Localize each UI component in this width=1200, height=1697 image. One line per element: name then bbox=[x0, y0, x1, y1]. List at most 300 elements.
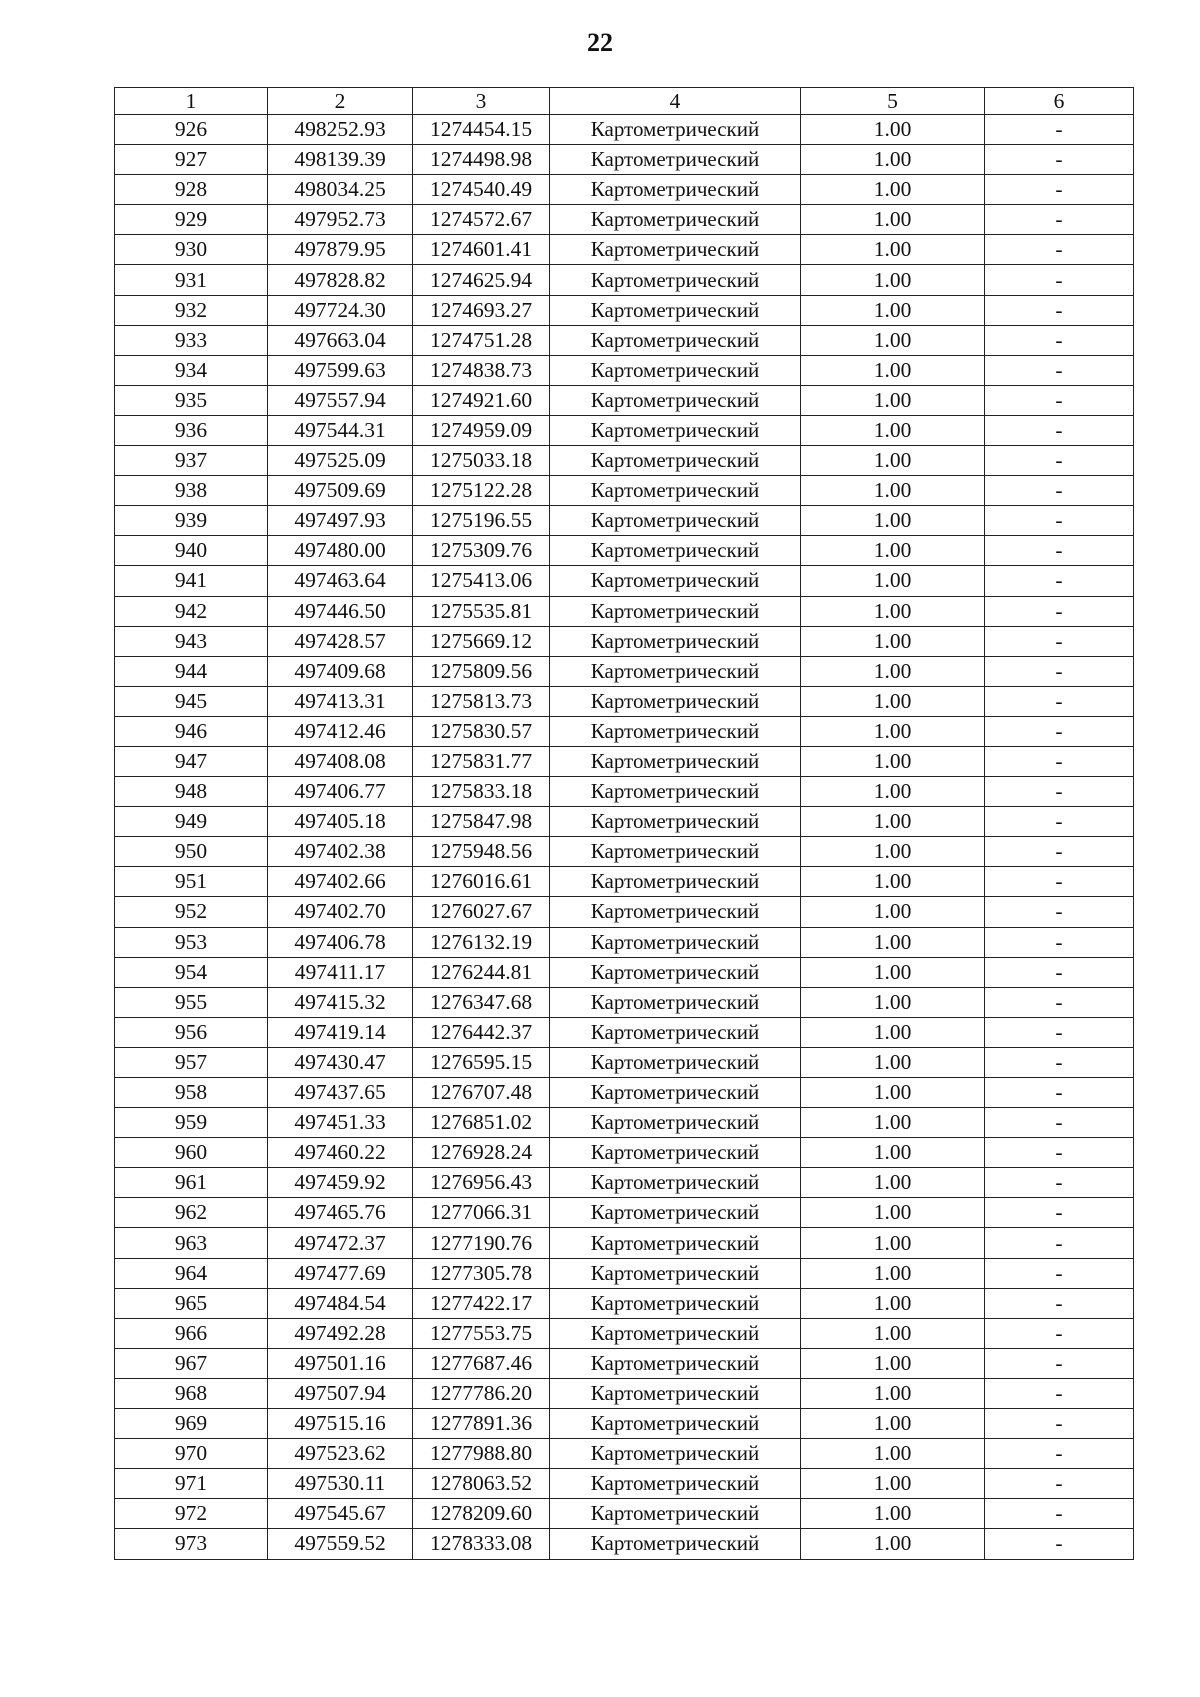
cell-method: Картометрический bbox=[550, 145, 801, 175]
cell-point-number: 934 bbox=[115, 355, 268, 385]
cell-point-number: 943 bbox=[115, 626, 268, 656]
cell-accuracy: 1.00 bbox=[801, 205, 985, 235]
cell-x-coordinate: 497459.92 bbox=[268, 1168, 413, 1198]
cell-point-number: 970 bbox=[115, 1439, 268, 1469]
cell-accuracy: 1.00 bbox=[801, 777, 985, 807]
table-row bbox=[115, 1017, 1134, 1047]
cell-note: - bbox=[985, 957, 1134, 987]
cell-method: Картометрический bbox=[550, 506, 801, 536]
cell-note: - bbox=[985, 446, 1134, 476]
cell-note: - bbox=[985, 626, 1134, 656]
cell-note: - bbox=[985, 897, 1134, 927]
cell-x-coordinate: 497509.69 bbox=[268, 476, 413, 506]
cell-y-coordinate: 1278209.60 bbox=[413, 1499, 550, 1529]
cell-accuracy: 1.00 bbox=[801, 1017, 985, 1047]
cell-point-number: 941 bbox=[115, 566, 268, 596]
cell-x-coordinate: 497599.63 bbox=[268, 355, 413, 385]
cell-point-number: 963 bbox=[115, 1228, 268, 1258]
cell-x-coordinate: 497828.82 bbox=[268, 265, 413, 295]
cell-method: Картометрический bbox=[550, 1318, 801, 1348]
cell-y-coordinate: 1274838.73 bbox=[413, 355, 550, 385]
cell-method: Картометрический bbox=[550, 807, 801, 837]
cell-method: Картометрический bbox=[550, 897, 801, 927]
cell-method: Картометрический bbox=[550, 596, 801, 626]
cell-note: - bbox=[985, 1168, 1134, 1198]
cell-point-number: 959 bbox=[115, 1108, 268, 1138]
cell-y-coordinate: 1276442.37 bbox=[413, 1017, 550, 1047]
cell-method: Картометрический bbox=[550, 325, 801, 355]
column-header-3: 3 bbox=[413, 88, 550, 115]
cell-note: - bbox=[985, 506, 1134, 536]
cell-method: Картометрический bbox=[550, 1047, 801, 1077]
table-row bbox=[115, 626, 1134, 656]
cell-y-coordinate: 1276016.61 bbox=[413, 867, 550, 897]
cell-accuracy: 1.00 bbox=[801, 1108, 985, 1138]
cell-method: Картометрический bbox=[550, 867, 801, 897]
cell-point-number: 960 bbox=[115, 1138, 268, 1168]
cell-point-number: 968 bbox=[115, 1378, 268, 1408]
table-row bbox=[115, 115, 1134, 145]
cell-method: Картометрический bbox=[550, 1258, 801, 1288]
cell-x-coordinate: 497559.52 bbox=[268, 1529, 413, 1559]
cell-x-coordinate: 497952.73 bbox=[268, 205, 413, 235]
cell-x-coordinate: 497409.68 bbox=[268, 656, 413, 686]
cell-method: Картометрический bbox=[550, 1409, 801, 1439]
cell-note: - bbox=[985, 987, 1134, 1017]
cell-point-number: 926 bbox=[115, 115, 268, 145]
cell-x-coordinate: 497405.18 bbox=[268, 807, 413, 837]
cell-accuracy: 1.00 bbox=[801, 235, 985, 265]
cell-accuracy: 1.00 bbox=[801, 1288, 985, 1318]
cell-y-coordinate: 1274921.60 bbox=[413, 385, 550, 415]
table-row bbox=[115, 536, 1134, 566]
cell-x-coordinate: 497406.77 bbox=[268, 777, 413, 807]
cell-note: - bbox=[985, 115, 1134, 145]
cell-x-coordinate: 498034.25 bbox=[268, 175, 413, 205]
cell-method: Картометрический bbox=[550, 686, 801, 716]
cell-point-number: 945 bbox=[115, 686, 268, 716]
column-header-2: 2 bbox=[268, 88, 413, 115]
cell-point-number: 957 bbox=[115, 1047, 268, 1077]
cell-method: Картометрический bbox=[550, 446, 801, 476]
cell-accuracy: 1.00 bbox=[801, 1378, 985, 1408]
cell-accuracy: 1.00 bbox=[801, 957, 985, 987]
cell-note: - bbox=[985, 1078, 1134, 1108]
cell-y-coordinate: 1278063.52 bbox=[413, 1469, 550, 1499]
cell-method: Картометрический bbox=[550, 235, 801, 265]
cell-point-number: 972 bbox=[115, 1499, 268, 1529]
cell-note: - bbox=[985, 596, 1134, 626]
cell-y-coordinate: 1276851.02 bbox=[413, 1108, 550, 1138]
cell-y-coordinate: 1277891.36 bbox=[413, 1409, 550, 1439]
cell-note: - bbox=[985, 656, 1134, 686]
cell-y-coordinate: 1274625.94 bbox=[413, 265, 550, 295]
cell-accuracy: 1.00 bbox=[801, 807, 985, 837]
cell-method: Картометрический bbox=[550, 355, 801, 385]
cell-x-coordinate: 497545.67 bbox=[268, 1499, 413, 1529]
cell-y-coordinate: 1274751.28 bbox=[413, 325, 550, 355]
table-row bbox=[115, 325, 1134, 355]
cell-x-coordinate: 497544.31 bbox=[268, 415, 413, 445]
cell-y-coordinate: 1275948.56 bbox=[413, 837, 550, 867]
cell-method: Картометрический bbox=[550, 1469, 801, 1499]
cell-accuracy: 1.00 bbox=[801, 1198, 985, 1228]
cell-accuracy: 1.00 bbox=[801, 355, 985, 385]
cell-x-coordinate: 497501.16 bbox=[268, 1348, 413, 1378]
cell-x-coordinate: 497463.64 bbox=[268, 566, 413, 596]
cell-method: Картометрический bbox=[550, 476, 801, 506]
cell-note: - bbox=[985, 1318, 1134, 1348]
cell-accuracy: 1.00 bbox=[801, 1138, 985, 1168]
cell-accuracy: 1.00 bbox=[801, 506, 985, 536]
cell-point-number: 936 bbox=[115, 415, 268, 445]
cell-point-number: 932 bbox=[115, 295, 268, 325]
table-row bbox=[115, 957, 1134, 987]
cell-accuracy: 1.00 bbox=[801, 325, 985, 355]
cell-x-coordinate: 497413.31 bbox=[268, 686, 413, 716]
cell-accuracy: 1.00 bbox=[801, 1168, 985, 1198]
cell-y-coordinate: 1277553.75 bbox=[413, 1318, 550, 1348]
table-row bbox=[115, 1108, 1134, 1138]
cell-x-coordinate: 497402.38 bbox=[268, 837, 413, 867]
table-row bbox=[115, 265, 1134, 295]
cell-point-number: 931 bbox=[115, 265, 268, 295]
cell-method: Картометрический bbox=[550, 1348, 801, 1378]
cell-note: - bbox=[985, 325, 1134, 355]
cell-point-number: 966 bbox=[115, 1318, 268, 1348]
cell-accuracy: 1.00 bbox=[801, 1228, 985, 1258]
cell-x-coordinate: 497402.70 bbox=[268, 897, 413, 927]
cell-accuracy: 1.00 bbox=[801, 145, 985, 175]
cell-x-coordinate: 497411.17 bbox=[268, 957, 413, 987]
cell-note: - bbox=[985, 1409, 1134, 1439]
cell-y-coordinate: 1277988.80 bbox=[413, 1439, 550, 1469]
cell-point-number: 927 bbox=[115, 145, 268, 175]
cell-point-number: 952 bbox=[115, 897, 268, 927]
cell-accuracy: 1.00 bbox=[801, 446, 985, 476]
cell-y-coordinate: 1277190.76 bbox=[413, 1228, 550, 1258]
cell-y-coordinate: 1277786.20 bbox=[413, 1378, 550, 1408]
cell-note: - bbox=[985, 175, 1134, 205]
cell-method: Картометрический bbox=[550, 626, 801, 656]
cell-note: - bbox=[985, 1378, 1134, 1408]
cell-y-coordinate: 1278333.08 bbox=[413, 1529, 550, 1559]
cell-x-coordinate: 497408.08 bbox=[268, 746, 413, 776]
cell-point-number: 942 bbox=[115, 596, 268, 626]
cell-note: - bbox=[985, 415, 1134, 445]
cell-note: - bbox=[985, 1108, 1134, 1138]
cell-point-number: 946 bbox=[115, 716, 268, 746]
cell-note: - bbox=[985, 1288, 1134, 1318]
table-row bbox=[115, 205, 1134, 235]
table-row bbox=[115, 295, 1134, 325]
cell-note: - bbox=[985, 566, 1134, 596]
table-row bbox=[115, 596, 1134, 626]
cell-y-coordinate: 1276132.19 bbox=[413, 927, 550, 957]
table-row bbox=[115, 777, 1134, 807]
cell-x-coordinate: 497663.04 bbox=[268, 325, 413, 355]
column-header-5: 5 bbox=[801, 88, 985, 115]
cell-method: Картометрический bbox=[550, 205, 801, 235]
cell-accuracy: 1.00 bbox=[801, 1469, 985, 1499]
cell-x-coordinate: 497724.30 bbox=[268, 295, 413, 325]
cell-method: Картометрический bbox=[550, 656, 801, 686]
cell-point-number: 951 bbox=[115, 867, 268, 897]
cell-accuracy: 1.00 bbox=[801, 867, 985, 897]
cell-method: Картометрический bbox=[550, 1078, 801, 1108]
cell-y-coordinate: 1275831.77 bbox=[413, 746, 550, 776]
cell-accuracy: 1.00 bbox=[801, 265, 985, 295]
cell-method: Картометрический bbox=[550, 1198, 801, 1228]
cell-method: Картометрический bbox=[550, 1529, 801, 1559]
cell-point-number: 954 bbox=[115, 957, 268, 987]
table-row bbox=[115, 1228, 1134, 1258]
cell-accuracy: 1.00 bbox=[801, 1258, 985, 1288]
cell-method: Картометрический bbox=[550, 957, 801, 987]
cell-x-coordinate: 497497.93 bbox=[268, 506, 413, 536]
cell-point-number: 948 bbox=[115, 777, 268, 807]
cell-y-coordinate: 1275413.06 bbox=[413, 566, 550, 596]
cell-point-number: 964 bbox=[115, 1258, 268, 1288]
cell-method: Картометрический bbox=[550, 385, 801, 415]
cell-x-coordinate: 497477.69 bbox=[268, 1258, 413, 1288]
cell-point-number: 965 bbox=[115, 1288, 268, 1318]
cell-y-coordinate: 1274693.27 bbox=[413, 295, 550, 325]
cell-x-coordinate: 497525.09 bbox=[268, 446, 413, 476]
cell-accuracy: 1.00 bbox=[801, 1499, 985, 1529]
table-row bbox=[115, 867, 1134, 897]
header-row bbox=[115, 88, 1134, 115]
cell-x-coordinate: 497406.78 bbox=[268, 927, 413, 957]
table-row bbox=[115, 716, 1134, 746]
cell-point-number: 938 bbox=[115, 476, 268, 506]
cell-accuracy: 1.00 bbox=[801, 175, 985, 205]
cell-y-coordinate: 1276347.68 bbox=[413, 987, 550, 1017]
cell-note: - bbox=[985, 385, 1134, 415]
cell-note: - bbox=[985, 1348, 1134, 1378]
cell-accuracy: 1.00 bbox=[801, 1409, 985, 1439]
cell-x-coordinate: 497412.46 bbox=[268, 716, 413, 746]
cell-method: Картометрический bbox=[550, 777, 801, 807]
cell-y-coordinate: 1275809.56 bbox=[413, 656, 550, 686]
cell-x-coordinate: 497402.66 bbox=[268, 867, 413, 897]
cell-point-number: 962 bbox=[115, 1198, 268, 1228]
cell-note: - bbox=[985, 686, 1134, 716]
table-row bbox=[115, 837, 1134, 867]
cell-note: - bbox=[985, 777, 1134, 807]
cell-point-number: 949 bbox=[115, 807, 268, 837]
column-header-6: 6 bbox=[985, 88, 1134, 115]
table-row bbox=[115, 446, 1134, 476]
table-row bbox=[115, 1078, 1134, 1108]
cell-accuracy: 1.00 bbox=[801, 596, 985, 626]
cell-note: - bbox=[985, 145, 1134, 175]
coordinates-table bbox=[114, 87, 1134, 1560]
cell-note: - bbox=[985, 1529, 1134, 1559]
cell-note: - bbox=[985, 1499, 1134, 1529]
table-row bbox=[115, 686, 1134, 716]
table-row bbox=[115, 1258, 1134, 1288]
cell-x-coordinate: 497492.28 bbox=[268, 1318, 413, 1348]
cell-method: Картометрический bbox=[550, 175, 801, 205]
cell-y-coordinate: 1275847.98 bbox=[413, 807, 550, 837]
cell-note: - bbox=[985, 536, 1134, 566]
cell-x-coordinate: 497465.76 bbox=[268, 1198, 413, 1228]
cell-note: - bbox=[985, 867, 1134, 897]
cell-x-coordinate: 497484.54 bbox=[268, 1288, 413, 1318]
cell-x-coordinate: 497437.65 bbox=[268, 1078, 413, 1108]
table-row bbox=[115, 1499, 1134, 1529]
table-row bbox=[115, 1529, 1134, 1559]
table-row bbox=[115, 415, 1134, 445]
cell-y-coordinate: 1274454.15 bbox=[413, 115, 550, 145]
cell-note: - bbox=[985, 295, 1134, 325]
cell-point-number: 937 bbox=[115, 446, 268, 476]
cell-accuracy: 1.00 bbox=[801, 626, 985, 656]
cell-x-coordinate: 497879.95 bbox=[268, 235, 413, 265]
cell-point-number: 956 bbox=[115, 1017, 268, 1047]
cell-note: - bbox=[985, 1258, 1134, 1288]
cell-y-coordinate: 1275309.76 bbox=[413, 536, 550, 566]
cell-point-number: 950 bbox=[115, 837, 268, 867]
cell-y-coordinate: 1276707.48 bbox=[413, 1078, 550, 1108]
cell-x-coordinate: 497430.47 bbox=[268, 1047, 413, 1077]
cell-y-coordinate: 1275033.18 bbox=[413, 446, 550, 476]
cell-x-coordinate: 497515.16 bbox=[268, 1409, 413, 1439]
table-row bbox=[115, 145, 1134, 175]
cell-note: - bbox=[985, 1469, 1134, 1499]
cell-y-coordinate: 1276928.24 bbox=[413, 1138, 550, 1168]
table-row bbox=[115, 175, 1134, 205]
table-row bbox=[115, 566, 1134, 596]
cell-accuracy: 1.00 bbox=[801, 566, 985, 596]
cell-y-coordinate: 1275122.28 bbox=[413, 476, 550, 506]
cell-accuracy: 1.00 bbox=[801, 987, 985, 1017]
cell-note: - bbox=[985, 837, 1134, 867]
cell-x-coordinate: 497472.37 bbox=[268, 1228, 413, 1258]
cell-method: Картометрический bbox=[550, 1439, 801, 1469]
table-row bbox=[115, 235, 1134, 265]
cell-x-coordinate: 497415.32 bbox=[268, 987, 413, 1017]
cell-note: - bbox=[985, 1198, 1134, 1228]
cell-y-coordinate: 1275833.18 bbox=[413, 777, 550, 807]
cell-note: - bbox=[985, 716, 1134, 746]
coordinates-table-container bbox=[114, 87, 1133, 1560]
cell-note: - bbox=[985, 235, 1134, 265]
column-header-4: 4 bbox=[550, 88, 801, 115]
cell-point-number: 940 bbox=[115, 536, 268, 566]
cell-point-number: 967 bbox=[115, 1348, 268, 1378]
cell-note: - bbox=[985, 265, 1134, 295]
cell-point-number: 961 bbox=[115, 1168, 268, 1198]
cell-accuracy: 1.00 bbox=[801, 897, 985, 927]
cell-accuracy: 1.00 bbox=[801, 686, 985, 716]
table-row bbox=[115, 656, 1134, 686]
cell-method: Картометрический bbox=[550, 295, 801, 325]
table-row bbox=[115, 506, 1134, 536]
cell-method: Картометрический bbox=[550, 1499, 801, 1529]
cell-method: Картометрический bbox=[550, 746, 801, 776]
cell-y-coordinate: 1276244.81 bbox=[413, 957, 550, 987]
cell-x-coordinate: 497530.11 bbox=[268, 1469, 413, 1499]
cell-y-coordinate: 1276956.43 bbox=[413, 1168, 550, 1198]
cell-accuracy: 1.00 bbox=[801, 1047, 985, 1077]
cell-point-number: 939 bbox=[115, 506, 268, 536]
table-row bbox=[115, 1439, 1134, 1469]
cell-method: Картометрический bbox=[550, 115, 801, 145]
cell-accuracy: 1.00 bbox=[801, 1348, 985, 1378]
cell-point-number: 955 bbox=[115, 987, 268, 1017]
table-row bbox=[115, 1047, 1134, 1077]
cell-x-coordinate: 497480.00 bbox=[268, 536, 413, 566]
table-body bbox=[115, 115, 1134, 1560]
table-row bbox=[115, 385, 1134, 415]
table-row bbox=[115, 476, 1134, 506]
cell-accuracy: 1.00 bbox=[801, 536, 985, 566]
cell-note: - bbox=[985, 746, 1134, 776]
cell-x-coordinate: 497507.94 bbox=[268, 1378, 413, 1408]
cell-accuracy: 1.00 bbox=[801, 837, 985, 867]
cell-y-coordinate: 1277422.17 bbox=[413, 1288, 550, 1318]
cell-accuracy: 1.00 bbox=[801, 746, 985, 776]
cell-point-number: 935 bbox=[115, 385, 268, 415]
cell-note: - bbox=[985, 1138, 1134, 1168]
table-row bbox=[115, 1138, 1134, 1168]
cell-accuracy: 1.00 bbox=[801, 1318, 985, 1348]
cell-y-coordinate: 1277687.46 bbox=[413, 1348, 550, 1378]
cell-y-coordinate: 1275535.81 bbox=[413, 596, 550, 626]
cell-y-coordinate: 1277305.78 bbox=[413, 1258, 550, 1288]
cell-y-coordinate: 1274540.49 bbox=[413, 175, 550, 205]
cell-accuracy: 1.00 bbox=[801, 716, 985, 746]
cell-y-coordinate: 1274572.67 bbox=[413, 205, 550, 235]
cell-accuracy: 1.00 bbox=[801, 295, 985, 325]
cell-method: Картометрический bbox=[550, 265, 801, 295]
cell-method: Картометрический bbox=[550, 1138, 801, 1168]
cell-point-number: 953 bbox=[115, 927, 268, 957]
table-row bbox=[115, 1318, 1134, 1348]
column-header-1: 1 bbox=[115, 88, 268, 115]
table-row bbox=[115, 807, 1134, 837]
table-row bbox=[115, 927, 1134, 957]
cell-method: Картометрический bbox=[550, 987, 801, 1017]
table-row bbox=[115, 746, 1134, 776]
cell-y-coordinate: 1274959.09 bbox=[413, 415, 550, 445]
cell-point-number: 969 bbox=[115, 1409, 268, 1439]
cell-x-coordinate: 497428.57 bbox=[268, 626, 413, 656]
cell-y-coordinate: 1275830.57 bbox=[413, 716, 550, 746]
cell-method: Картометрический bbox=[550, 1168, 801, 1198]
cell-method: Картометрический bbox=[550, 1378, 801, 1408]
table-row bbox=[115, 355, 1134, 385]
cell-y-coordinate: 1276027.67 bbox=[413, 897, 550, 927]
cell-method: Картометрический bbox=[550, 1288, 801, 1318]
cell-accuracy: 1.00 bbox=[801, 656, 985, 686]
cell-x-coordinate: 497523.62 bbox=[268, 1439, 413, 1469]
cell-x-coordinate: 498252.93 bbox=[268, 115, 413, 145]
cell-note: - bbox=[985, 1017, 1134, 1047]
cell-method: Картометрический bbox=[550, 415, 801, 445]
table-row bbox=[115, 1409, 1134, 1439]
cell-point-number: 971 bbox=[115, 1469, 268, 1499]
cell-point-number: 958 bbox=[115, 1078, 268, 1108]
cell-y-coordinate: 1275669.12 bbox=[413, 626, 550, 656]
cell-y-coordinate: 1276595.15 bbox=[413, 1047, 550, 1077]
cell-note: - bbox=[985, 807, 1134, 837]
table-row bbox=[115, 1168, 1134, 1198]
cell-note: - bbox=[985, 1047, 1134, 1077]
cell-accuracy: 1.00 bbox=[801, 1529, 985, 1559]
